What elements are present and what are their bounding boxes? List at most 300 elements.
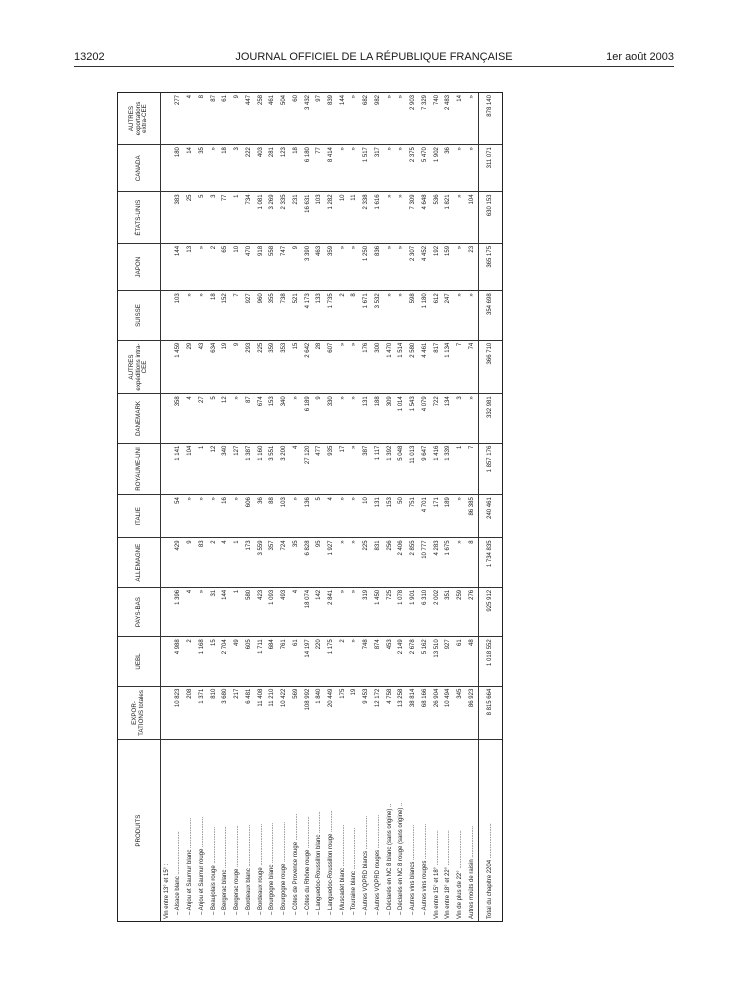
table-cell: »: [384, 145, 396, 192]
table-cell: 225: [361, 538, 373, 587]
table-cell: 15: [208, 637, 220, 686]
table-cell: [161, 291, 173, 340]
column-header: ITALIE: [118, 495, 161, 538]
table-cell: 461: [267, 93, 279, 145]
table-cell: 12: [220, 394, 232, 443]
table-cell: 357: [267, 538, 279, 587]
table-cell: 7 329: [419, 93, 431, 145]
table-cell: 740: [431, 93, 443, 145]
table-cell: 18 074: [302, 587, 314, 636]
table-cell: 7 309: [408, 192, 420, 243]
table-row: [396, 93, 408, 921]
table-cell: 2 335: [278, 192, 290, 243]
table-cell: 35: [196, 145, 208, 192]
table-cell: 1 387: [243, 443, 255, 494]
table-cell: 358: [173, 394, 185, 443]
header-rule: [74, 66, 674, 67]
column-header: ROYAUME-UNI: [118, 443, 161, 494]
table-cell: 674: [255, 394, 267, 443]
table-cell: 48: [466, 637, 478, 686]
table-cell: »: [337, 394, 349, 443]
table-cell: »: [337, 495, 349, 538]
table-cell: 607: [325, 340, 337, 394]
table-cell: 9: [232, 93, 244, 145]
table-row: [349, 93, 361, 921]
table-row: [185, 93, 197, 921]
table-cell: 220: [314, 637, 326, 686]
table-cell: 13 258: [396, 686, 408, 740]
table-cell: 383: [173, 192, 185, 243]
table-cell: 4 988: [173, 637, 185, 686]
total-cell: 365 175: [479, 243, 502, 290]
table-cell: 3: [454, 394, 466, 443]
table-cell: 192: [431, 243, 443, 290]
table-cell: 684: [267, 637, 279, 686]
table-cell: 470: [243, 243, 255, 290]
table-cell: 131: [361, 394, 373, 443]
table-row: [196, 93, 208, 921]
product-label: – Déclarés en NC 8 rouge (sans origine) ..: [398, 802, 405, 915]
table-row: [232, 93, 244, 921]
table-cell: »: [384, 93, 396, 145]
total-cell: 1 857 176: [479, 443, 502, 494]
table-cell: [161, 243, 173, 290]
table-cell: 935: [325, 443, 337, 494]
table-cell: 634: [208, 340, 220, 394]
table-cell: [161, 538, 173, 587]
table-cell: 3: [232, 145, 244, 192]
table-cell: 839: [325, 93, 337, 145]
table-cell: 1 821: [443, 192, 455, 243]
table-cell: 175: [337, 686, 349, 740]
table-cell: 2 704: [220, 637, 232, 686]
table-cell: 6 481: [243, 686, 255, 740]
table-cell: 142: [314, 587, 326, 636]
table-cell: 23: [466, 243, 478, 290]
table-cell: 13: [185, 243, 197, 290]
table-cell: 61: [220, 93, 232, 145]
table-cell: 16 631: [302, 192, 314, 243]
table-cell: 12 172: [372, 686, 384, 740]
table-cell: 103: [314, 192, 326, 243]
table-cell: 65: [220, 243, 232, 290]
table-cell: [161, 637, 173, 686]
table-cell: »: [196, 495, 208, 538]
table-cell: 131: [372, 495, 384, 538]
product-label: – Languedoc-Roussillon rouge .............: [327, 810, 334, 915]
product-label: Vin entre 13° et 15° :: [163, 863, 170, 919]
table-cell: 19: [349, 686, 361, 740]
table-row: [314, 93, 326, 921]
table-cell: 36: [443, 145, 455, 192]
table-cell: »: [466, 145, 478, 192]
table-row: [255, 93, 267, 921]
table-cell: 7: [466, 443, 478, 494]
table-cell: »: [349, 587, 361, 636]
table-cell: 11 408: [255, 686, 267, 740]
total-cell: 354 698: [479, 291, 502, 340]
table-cell: 927: [243, 291, 255, 340]
table-cell: [161, 394, 173, 443]
table-cell: 598: [408, 291, 420, 340]
table-cell: 293: [243, 340, 255, 394]
table-row: [443, 93, 455, 921]
table-cell: [161, 93, 173, 145]
table-cell: 1 416: [431, 443, 443, 494]
table-cell: 7: [232, 291, 244, 340]
product-label: – Autres VQPRD blancs ....................: [363, 815, 370, 915]
table-cell: 477: [314, 443, 326, 494]
product-label: – Bergerac blanc .........................: [222, 826, 229, 915]
table-row: [361, 93, 373, 921]
table-cell: 1 543: [408, 394, 420, 443]
table-cell: 8: [196, 93, 208, 145]
table-cell: 9: [232, 340, 244, 394]
table-row: [220, 93, 232, 921]
table-cell: »: [196, 243, 208, 290]
table-cell: 171: [431, 495, 443, 538]
table-cell: »: [396, 93, 408, 145]
table-cell: 95: [314, 538, 326, 587]
table-cell: 14 197: [302, 637, 314, 686]
product-label: – Languedoc-Roussillon blanc .............: [316, 811, 323, 915]
table-cell: 8 414: [325, 145, 337, 192]
table-cell: 61: [290, 637, 302, 686]
table-cell: »: [337, 340, 349, 394]
table-cell: 612: [431, 291, 443, 340]
table-row: [419, 93, 431, 921]
table-cell: 11 013: [408, 443, 420, 494]
table-cell: 103: [278, 495, 290, 538]
table-cell: 10: [232, 243, 244, 290]
table-cell: 18: [220, 145, 232, 192]
table-cell: 173: [243, 538, 255, 587]
table-cell: 6 180: [302, 145, 314, 192]
table-cell: 982: [372, 93, 384, 145]
journal-title: JOURNAL OFFICIEL DE LA RÉPUBLIQUE FRANÇAISE: [235, 51, 513, 63]
total-cell: 311 071: [479, 145, 502, 192]
table-cell: 1 616: [372, 192, 384, 243]
table-cell: 35: [290, 538, 302, 587]
table-cell: 43: [196, 340, 208, 394]
table-cell: 300: [372, 340, 384, 394]
table-cell: 682: [361, 93, 373, 145]
table-cell: 10: [337, 192, 349, 243]
table-cell: »: [290, 495, 302, 538]
table-cell: [161, 192, 173, 243]
table-cell: »: [349, 394, 361, 443]
table-cell: »: [396, 291, 408, 340]
table-cell: 1: [232, 192, 244, 243]
table-cell: »: [384, 243, 396, 290]
table-cell: 558: [267, 243, 279, 290]
table-cell: 68 166: [419, 686, 431, 740]
table-cell: »: [384, 192, 396, 243]
table-cell: 738: [278, 291, 290, 340]
product-label: – Touraine blanc .........................: [351, 827, 358, 915]
table-cell: 1 450: [372, 587, 384, 636]
table-cell: »: [349, 637, 361, 686]
table-cell: 103: [173, 291, 185, 340]
table-cell: 1 711: [255, 637, 267, 686]
table-cell: 217: [232, 686, 244, 740]
table-cell: »: [466, 93, 478, 145]
table-cell: 38 814: [408, 686, 420, 740]
table-cell: 60: [290, 93, 302, 145]
table-cell: 1 371: [196, 686, 208, 740]
table-cell: »: [349, 443, 361, 494]
table-cell: 5 048: [396, 443, 408, 494]
table-cell: 453: [384, 637, 396, 686]
table-cell: 2 903: [408, 93, 420, 145]
table-row: [243, 93, 255, 921]
table-cell: 19: [220, 340, 232, 394]
table-cell: 1 175: [325, 637, 337, 686]
table-cell: 1 250: [361, 243, 373, 290]
table-cell: 50: [396, 495, 408, 538]
table-cell: 521: [290, 291, 302, 340]
table-cell: 4 461: [419, 340, 431, 394]
table-cell: [161, 686, 173, 740]
table-cell: 277: [173, 93, 185, 145]
header-row: [118, 93, 161, 921]
total-label: Total du chapitre 2204 .....................: [479, 740, 502, 921]
product-label: Vin entre 15° et 18° .....................: [433, 830, 440, 919]
column-header: ALLEMAGNE: [118, 538, 161, 587]
table-cell: 104: [466, 192, 478, 243]
table-cell: 9 453: [361, 686, 373, 740]
table-cell: »: [232, 394, 244, 443]
table-cell: 10 777: [419, 538, 431, 587]
table-cell: 309: [384, 394, 396, 443]
table-cell: 26 904: [431, 686, 443, 740]
table-cell: 18: [208, 291, 220, 340]
table-cell: 3 269: [267, 192, 279, 243]
table-cell: 9: [185, 538, 197, 587]
table-cell: 605: [243, 637, 255, 686]
table-cell: 4: [220, 538, 232, 587]
table-cell: 536: [431, 192, 443, 243]
table-cell: 761: [278, 637, 290, 686]
total-cell: 240 461: [479, 495, 502, 538]
table-cell: 11: [349, 192, 361, 243]
table-cell: 27: [196, 394, 208, 443]
table-cell: 276: [466, 587, 478, 636]
table-cell: »: [349, 340, 361, 394]
table-cell: »: [396, 192, 408, 243]
table-cell: 918: [255, 243, 267, 290]
table-cell: 463: [314, 243, 326, 290]
table-cell: 133: [314, 291, 326, 340]
table-cell: »: [454, 538, 466, 587]
column-header: SUISSE: [118, 291, 161, 340]
table-cell: 54: [173, 495, 185, 538]
table-cell: 927: [443, 637, 455, 686]
table-cell: 1 675: [443, 538, 455, 587]
table-cell: 11 210: [267, 686, 279, 740]
table-cell: 10 823: [173, 686, 185, 740]
table-cell: 4 648: [419, 192, 431, 243]
product-label: – Muscadet blanc .........................: [339, 824, 346, 915]
table-cell: 86 385: [466, 495, 478, 538]
table-cell: 1 282: [325, 192, 337, 243]
table-cell: 144: [173, 243, 185, 290]
table-cell: »: [349, 93, 361, 145]
table-cell: 36: [255, 495, 267, 538]
total-cell: 332 981: [479, 394, 502, 443]
product-label: – Beaujolais rouge ......................: [210, 826, 217, 915]
table-cell: »: [466, 291, 478, 340]
table-cell: 351: [443, 587, 455, 636]
table-cell: 359: [267, 340, 279, 394]
table-cell: 104: [185, 443, 197, 494]
table-cell: »: [337, 587, 349, 636]
table-cell: 2: [337, 637, 349, 686]
table-cell: 144: [220, 587, 232, 636]
table-cell: 2 841: [325, 587, 337, 636]
table-cell: 28: [314, 340, 326, 394]
column-header: CANADA: [118, 145, 161, 192]
table-cell: 1 141: [173, 443, 185, 494]
table-cell: »: [290, 394, 302, 443]
table-cell: 10 494: [443, 686, 455, 740]
table-cell: »: [454, 145, 466, 192]
table-cell: 1 168: [196, 637, 208, 686]
table-cell: 247: [443, 291, 455, 340]
table-cell: 5 162: [419, 637, 431, 686]
table-row: [372, 93, 384, 921]
export-table-frame: [117, 92, 503, 922]
rotated-table-area: [117, 92, 503, 922]
table-cell: 831: [372, 538, 384, 587]
table-cell: 188: [372, 394, 384, 443]
total-row: [479, 93, 502, 921]
table-row: [173, 93, 185, 921]
table-cell: 86 923: [466, 686, 478, 740]
table-cell: 1: [232, 587, 244, 636]
table-cell: »: [208, 495, 220, 538]
table-cell: 159: [443, 243, 455, 290]
table-cell: 1 735: [325, 291, 337, 340]
table-cell: »: [232, 495, 244, 538]
page-number: 13202: [74, 51, 105, 63]
table-cell: 13 510: [431, 637, 443, 686]
table-cell: 77: [220, 192, 232, 243]
total-cell: 925 912: [479, 587, 502, 636]
table-cell: »: [454, 243, 466, 290]
table-row: [431, 93, 443, 921]
table-cell: 2 338: [361, 192, 373, 243]
table-cell: »: [185, 291, 197, 340]
table-cell: »: [349, 495, 361, 538]
table-cell: 1 093: [267, 587, 279, 636]
column-header-products: PRODUITS: [118, 740, 161, 921]
table-cell: »: [349, 145, 361, 192]
table-cell: 74: [466, 340, 478, 394]
table-cell: 340: [220, 443, 232, 494]
table-cell: 127: [232, 443, 244, 494]
column-header: JAPON: [118, 243, 161, 290]
product-label: – Autres vins rouges .....................: [421, 823, 428, 915]
table-cell: 330: [325, 394, 337, 443]
table-cell: 25: [185, 192, 197, 243]
table-cell: 4 452: [419, 243, 431, 290]
table-row: [267, 93, 279, 921]
column-header: AUTRES expéditions intra-CEE: [118, 340, 161, 394]
table-cell: 153: [384, 495, 396, 538]
table-cell: 1: [454, 443, 466, 494]
table-row: [278, 93, 290, 921]
table-cell: 77: [314, 145, 326, 192]
table-cell: 403: [255, 145, 267, 192]
table-cell: 83: [196, 538, 208, 587]
table-cell: 88: [267, 495, 279, 538]
table-cell: 2 002: [431, 587, 443, 636]
table-cell: 1 392: [384, 443, 396, 494]
table-cell: »: [337, 243, 349, 290]
table-cell: 747: [278, 243, 290, 290]
table-cell: 6 828: [302, 538, 314, 587]
table-cell: 4: [325, 495, 337, 538]
table-cell: 3 532: [372, 291, 384, 340]
table-cell: 259: [454, 587, 466, 636]
table-body: [161, 93, 503, 921]
table-cell: 12: [208, 443, 220, 494]
table-cell: 3 551: [267, 443, 279, 494]
table-cell: 153: [267, 394, 279, 443]
table-cell: 1 470: [384, 340, 396, 394]
table-cell: 569: [290, 686, 302, 740]
table-cell: 4: [185, 93, 197, 145]
table-cell: 2 642: [302, 340, 314, 394]
table-cell: 4: [290, 587, 302, 636]
table-cell: 1 078: [396, 587, 408, 636]
product-label: – Alsace blanc ..........................: [175, 831, 182, 915]
product-label: – Autres VQPRD rouges ....................: [374, 814, 381, 915]
table-cell: »: [337, 538, 349, 587]
table-cell: [161, 340, 173, 394]
table-cell: 1: [232, 538, 244, 587]
table-cell: »: [454, 495, 466, 538]
table-cell: 152: [220, 291, 232, 340]
product-label: – Côtes du Rhône rouge ...................: [304, 816, 311, 915]
table-cell: 429: [173, 538, 185, 587]
table-row: [208, 93, 220, 921]
total-cell: 8 815 664: [479, 686, 502, 740]
table-cell: 1: [196, 443, 208, 494]
table-cell: 1 459: [173, 340, 185, 394]
table-cell: 4 701: [419, 495, 431, 538]
table-cell: 9: [290, 243, 302, 290]
table-cell: 317: [372, 145, 384, 192]
table-cell: 1 901: [408, 587, 420, 636]
table-cell: [161, 495, 173, 538]
table-cell: 189: [443, 495, 455, 538]
table-cell: 1 517: [361, 145, 373, 192]
table-cell: 281: [267, 145, 279, 192]
table-cell: 1 134: [443, 340, 455, 394]
total-cell: 1 734 835: [479, 538, 502, 587]
table-cell: »: [185, 495, 197, 538]
table-cell: 734: [243, 192, 255, 243]
table-cell: [161, 587, 173, 636]
table-cell: 2: [208, 538, 220, 587]
table-cell: »: [454, 192, 466, 243]
table-cell: 447: [243, 93, 255, 145]
table-cell: 136: [302, 495, 314, 538]
total-cell: 1 018 552: [479, 637, 502, 686]
table-cell: 10: [361, 495, 373, 538]
